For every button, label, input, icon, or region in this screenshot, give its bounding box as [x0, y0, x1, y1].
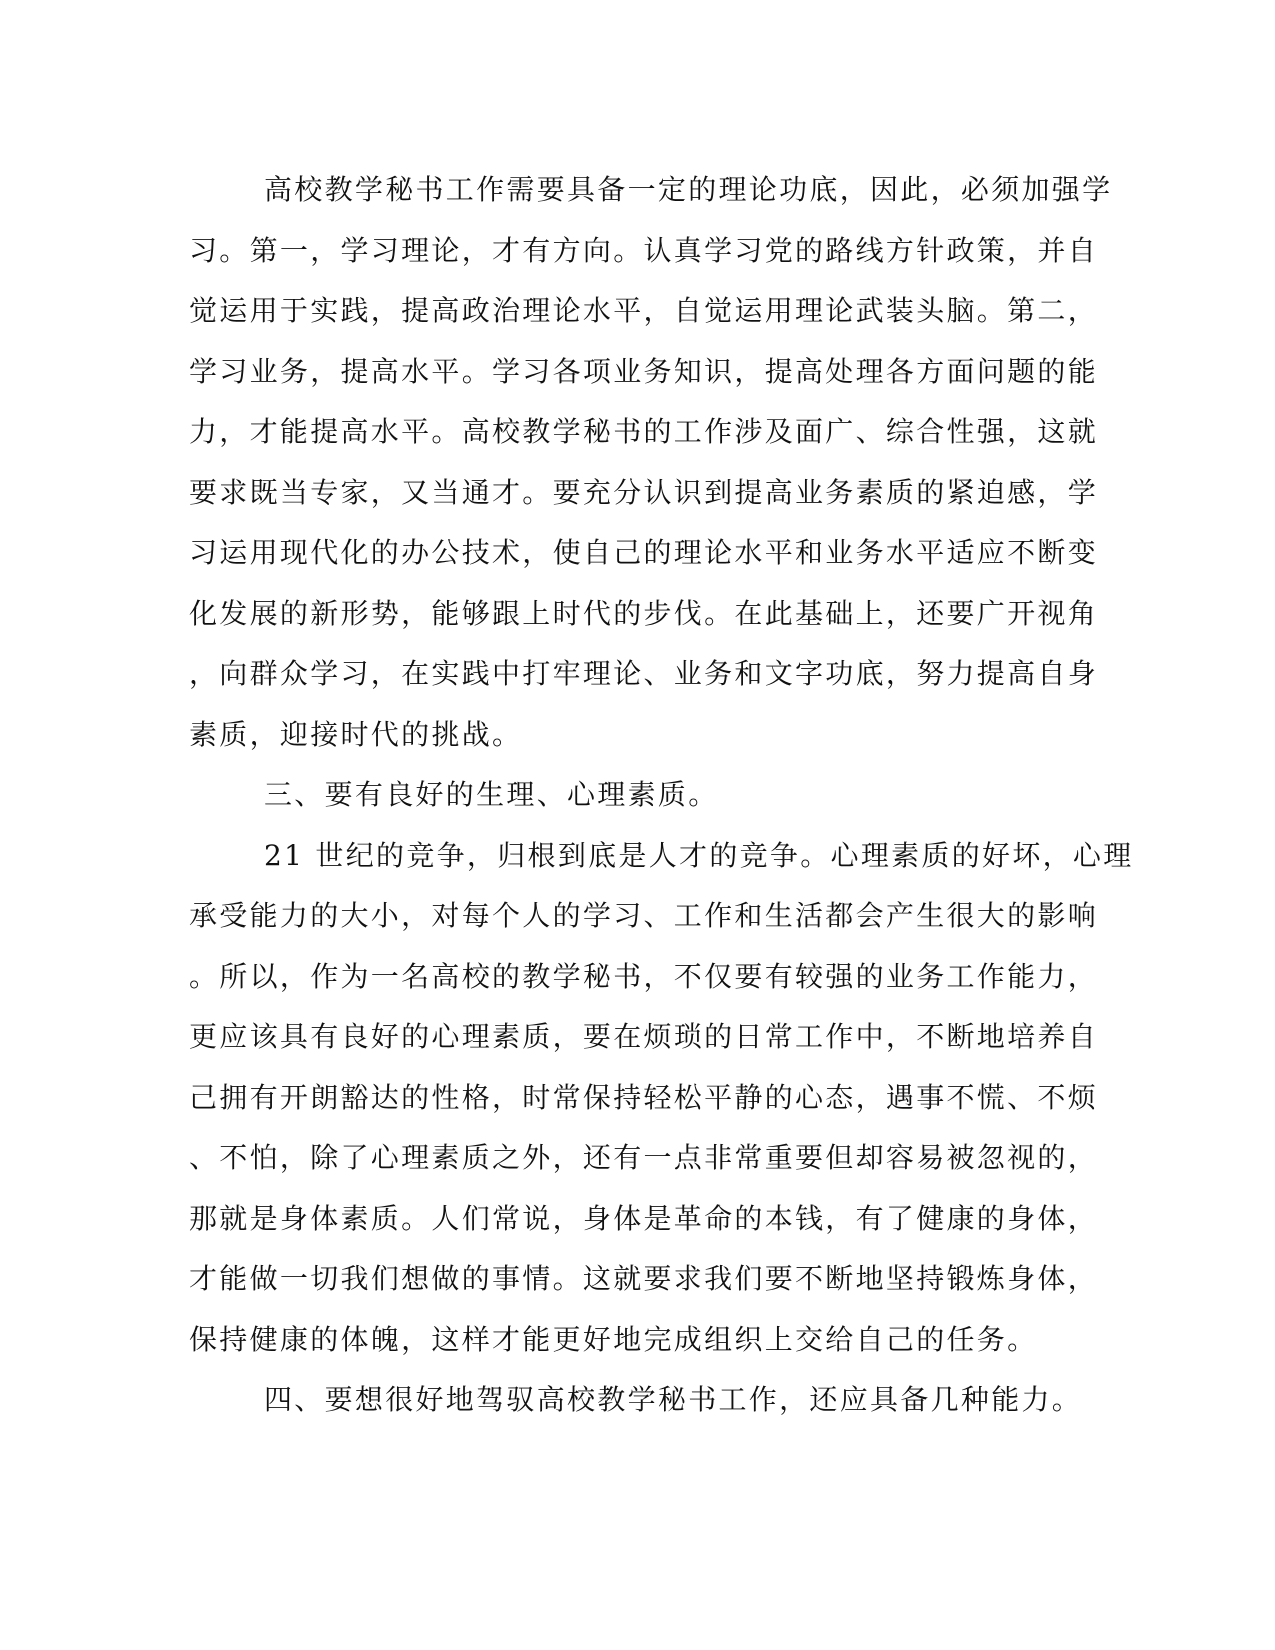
text-line: 保持健康的体魄，这样才能更好地完成组织上交给自己的任务。 — [189, 1322, 1038, 1356]
text-line: 习。第一，学习理论，才有方向。认真学习党的路线方针政策，并自 — [189, 233, 1099, 267]
section-heading: 三、要有良好的生理、心理素质。 — [264, 778, 719, 811]
text-line: 高校教学秘书工作需要具备一定的理论功底，因此，必须加强学 — [264, 173, 1113, 206]
text-line: 那就是身体素质。人们常说，身体是革命的本钱，有了健康的身体， — [189, 1201, 1099, 1235]
text-line: 、不怕，除了心理素质之外，还有一点非常重要但却容易被忽视的， — [189, 1141, 1099, 1174]
text-line: 己拥有开朗豁达的性格，时常保持轻松平静的心态，遇事不慌、不烦 — [189, 1080, 1099, 1114]
text-line: 。所以，作为一名高校的教学秘书，不仅要有较强的业务工作能力， — [189, 959, 1099, 993]
text-line: ，向群众学习，在实践中打牢理论、业务和文字功底，努力提高自身 — [189, 657, 1099, 690]
text-line: 学习业务，提高水平。学习各项业务知识，提高处理各方面问题的能 — [189, 354, 1099, 388]
text-line: 承受能力的大小，对每个人的学习、工作和生活都会产生很大的影响 — [189, 899, 1099, 932]
text-line: 觉运用于实践，提高政治理论水平，自觉运用理论武装头脑。第二， — [189, 294, 1099, 327]
text-line: 21 世纪的竞争，归根到底是人才的竞争。心理素质的好坏，心理 — [264, 838, 1134, 872]
text-line: 才能做一切我们想做的事情。这就要求我们要不断地坚持锻炼身体， — [189, 1262, 1099, 1295]
section-heading: 四、要想很好地驾驭高校教学秘书工作，还应具备几种能力。 — [264, 1383, 1083, 1416]
text-line: 更应该具有良好的心理素质，要在烦琐的日常工作中，不断地培养自 — [189, 1020, 1099, 1053]
text-line: 化发展的新形势，能够跟上时代的步伐。在此基础上，还要广开视角 — [189, 596, 1099, 630]
text-line: 要求既当专家，又当通才。要充分认识到提高业务素质的紧迫感，学 — [189, 475, 1099, 509]
text-line: 素质，迎接时代的挑战。 — [189, 717, 523, 751]
text-line: 力，才能提高水平。高校教学秘书的工作涉及面广、综合性强，这就 — [189, 415, 1099, 448]
text-line: 习运用现代化的办公技术，使自己的理论水平和业务水平适应不断变 — [189, 536, 1099, 569]
body-text — [189, 160, 1134, 1431]
